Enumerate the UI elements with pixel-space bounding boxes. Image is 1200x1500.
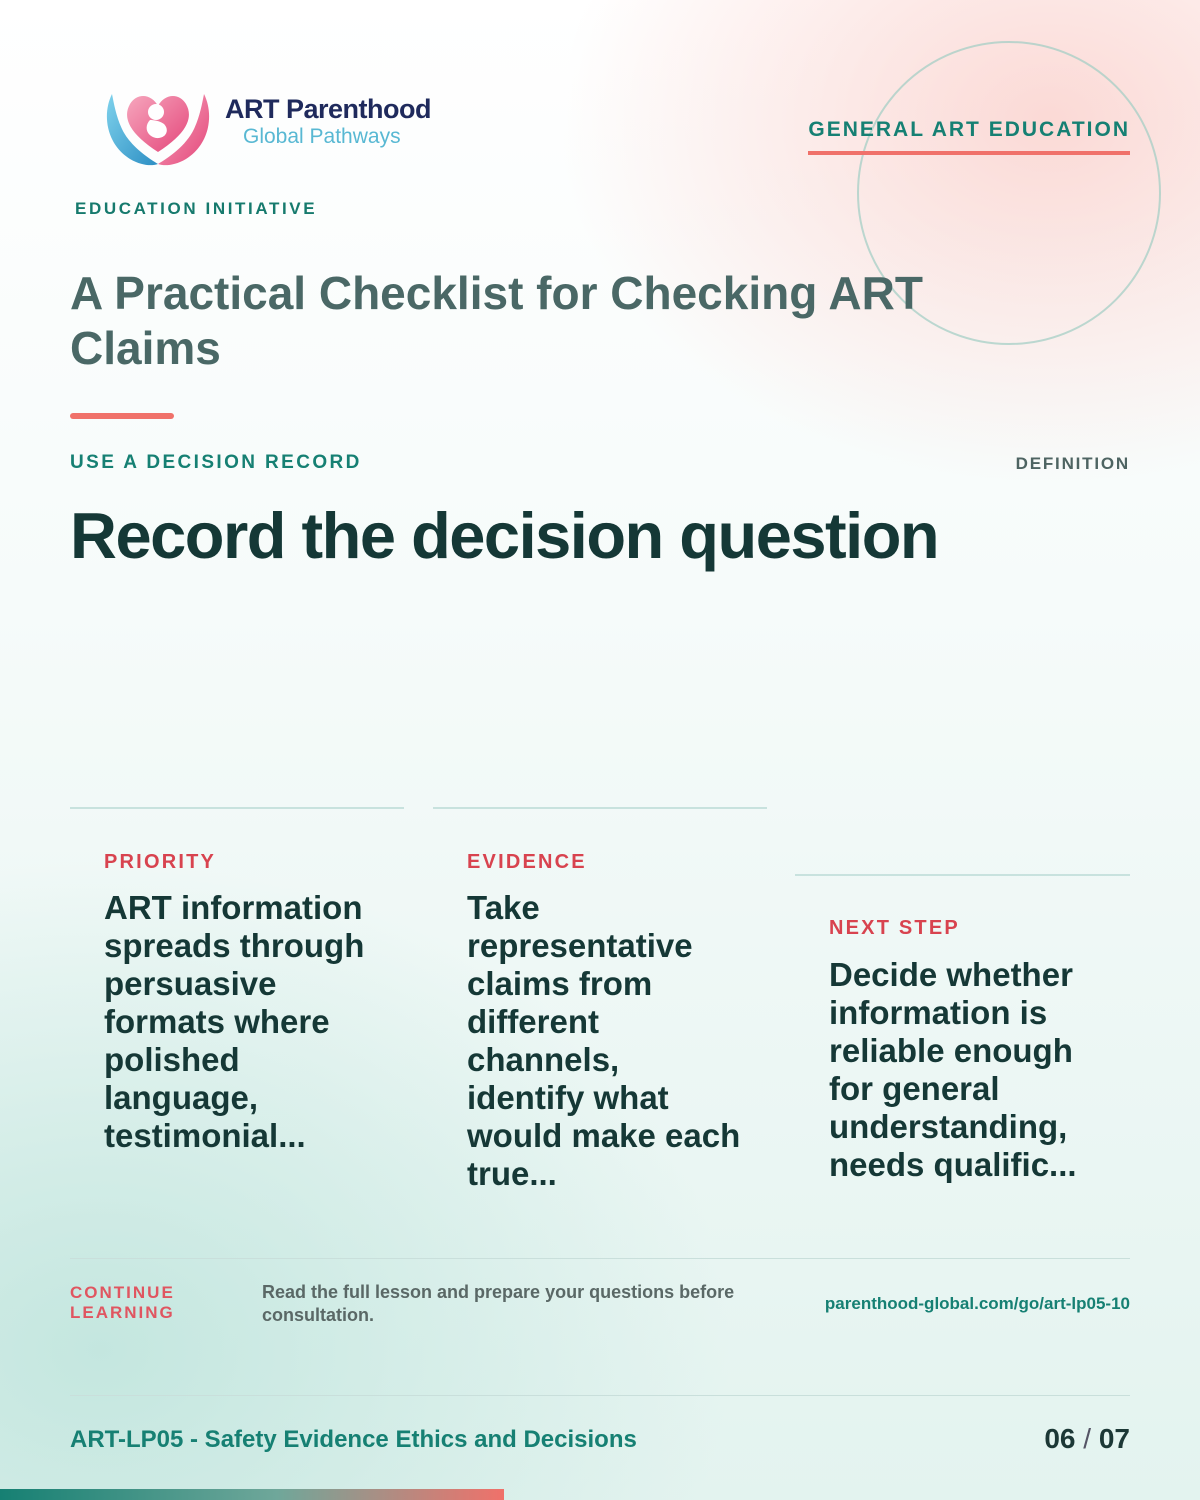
divider [70,1395,1130,1396]
section-headline: Record the decision question [70,499,939,572]
course-title: ART-LP05 - Safety Evidence Ethics and Decisions [70,1426,637,1453]
page-indicator [1044,1423,1130,1455]
brand-name: ART Parenthood [225,94,431,124]
continue-text: Read the full lesson and prepare your questions before consultation. [262,1282,735,1325]
category-link[interactable]: GENERAL ART EDUCATION [808,118,1130,155]
card-text: Decide whether information is reliable enough for general understanding, needs qualific... [829,956,1077,1183]
continue-label: CONTINUE LEARNING [70,1283,175,1322]
card-priority [70,807,404,1209]
card-next-step [795,874,1130,1206]
brand-tagline: Global Pathways [243,125,401,148]
card-label: NEXT STEP [829,917,960,939]
card-label: EVIDENCE [467,851,587,873]
section-kicker: USE A DECISION RECORD [70,452,362,473]
page-total: 07 [1098,1423,1130,1454]
card-text: ART information spreads through persuasive formats where polished language, testimonial... [104,889,365,1154]
lesson-link[interactable]: parenthood-global.com/go/art-lp05-10 [824,1294,1130,1313]
card-label: PRIORITY [104,851,217,873]
page-title: A Practical Checklist for Checking ART Claims [70,267,923,374]
card-text: Take representative claims from different channels, identify what would make each true... [467,889,741,1192]
title-accent-bar [70,413,174,419]
brand-logo-icon [100,74,215,174]
page-current: 06 [1044,1423,1076,1454]
page-separator: / [1083,1423,1092,1454]
divider [70,1258,1130,1259]
section-tag: DEFINITION [1015,454,1130,473]
initiative-label: EDUCATION INITIATIVE [75,199,318,218]
progress-bar [0,1489,504,1500]
card-evidence [433,807,767,1209]
